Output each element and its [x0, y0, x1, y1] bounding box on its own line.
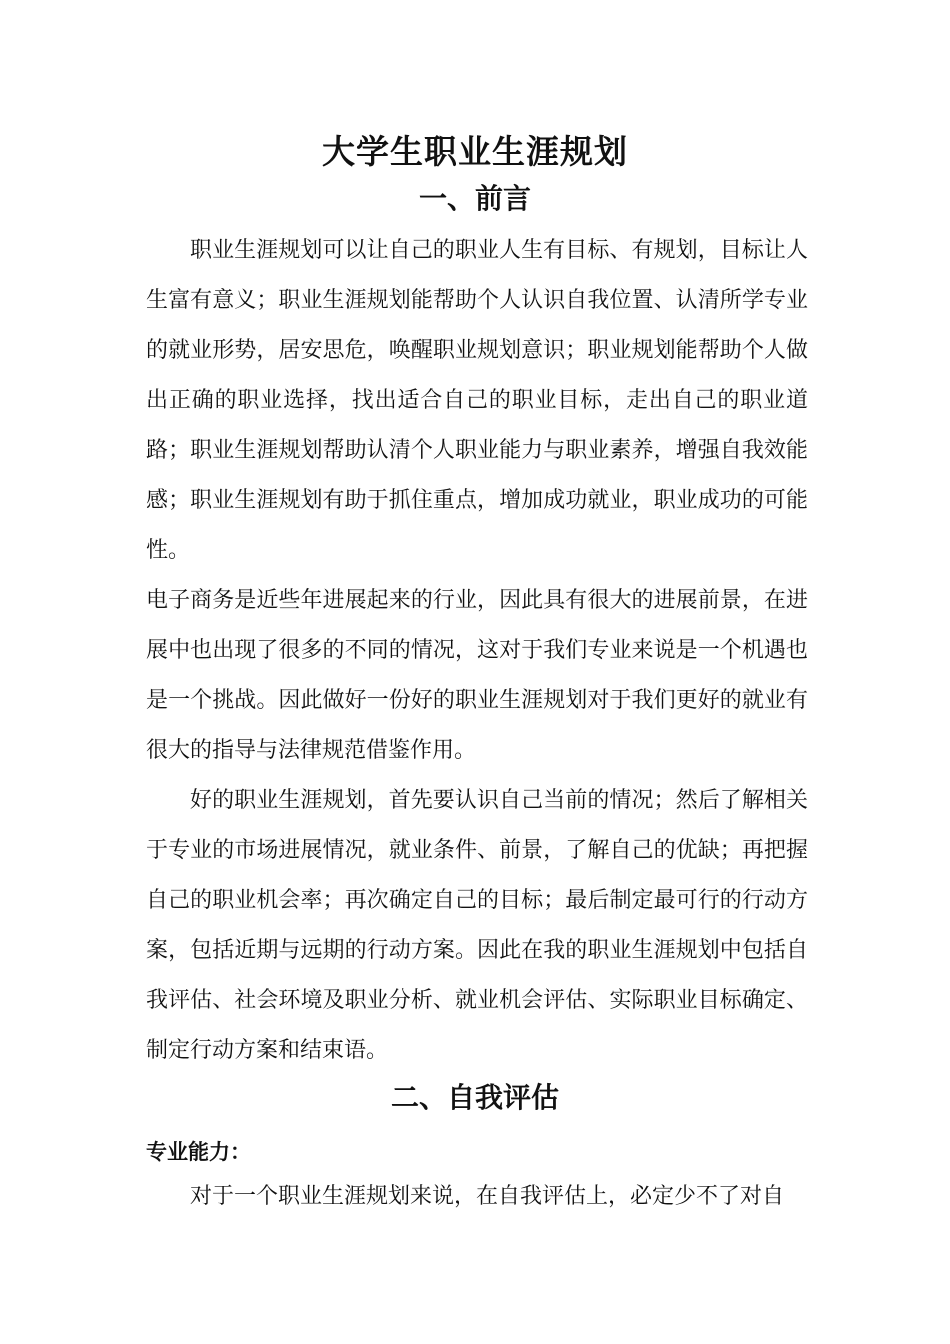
section-heading-self-assessment: 二、自我评估	[390, 1081, 559, 1114]
paragraph-preface-3: 好的职业生涯规划，首先要认识自己当前的情况；然后了解相关于专业的市场进展情况，就业条件、前景，了解自己的优缺；再把握自己的职业机会率；再次确定自己的目标；最后制定最可行的行动方案，包括近期与远期的行动方案。因此在我的职业生涯规划中包括自我评估、社会环境及职业分析、就业机会评估、实际职业目标确定、制定行动方案和结束语。	[146, 788, 808, 1063]
section-heading-preface: 一、前言	[418, 182, 531, 215]
subheading-professional-ability: 专业能力：	[146, 1139, 251, 1164]
paragraph-preface-1: 职业生涯规划可以让自己的职业人生有目标、有规划，目标让人生富有意义；职业生涯规划能帮助个人认识自我位置、认清所学专业的就业形势，居安思危，唤醒职业规划意识；职业规划能帮助个人做出正确的职业选择，找出适合自己的职业目标，走出自己的职业道路；职业生涯规划帮助认清个人职业能力与职业素养，增强自我效能感；职业生涯规划有助于抓住重点，增加成功就业，职业成功的可能性。	[146, 238, 808, 563]
paragraph-preface-2: 电子商务是近些年进展起来的行业，因此具有很大的进展前景，在进展中也出现了很多的不同的情况，这对于我们专业来说是一个机遇也是一个挑战。因此做好一份好的职业生涯规划对于我们更好的就业有很大的指导与法律规范借鉴作用。	[146, 588, 808, 763]
paragraph-self-assessment-1: 对于一个职业生涯规划来说，在自我评估上，必定少不了对自	[190, 1184, 785, 1209]
document-title: 大学生职业生涯规划	[322, 132, 628, 171]
